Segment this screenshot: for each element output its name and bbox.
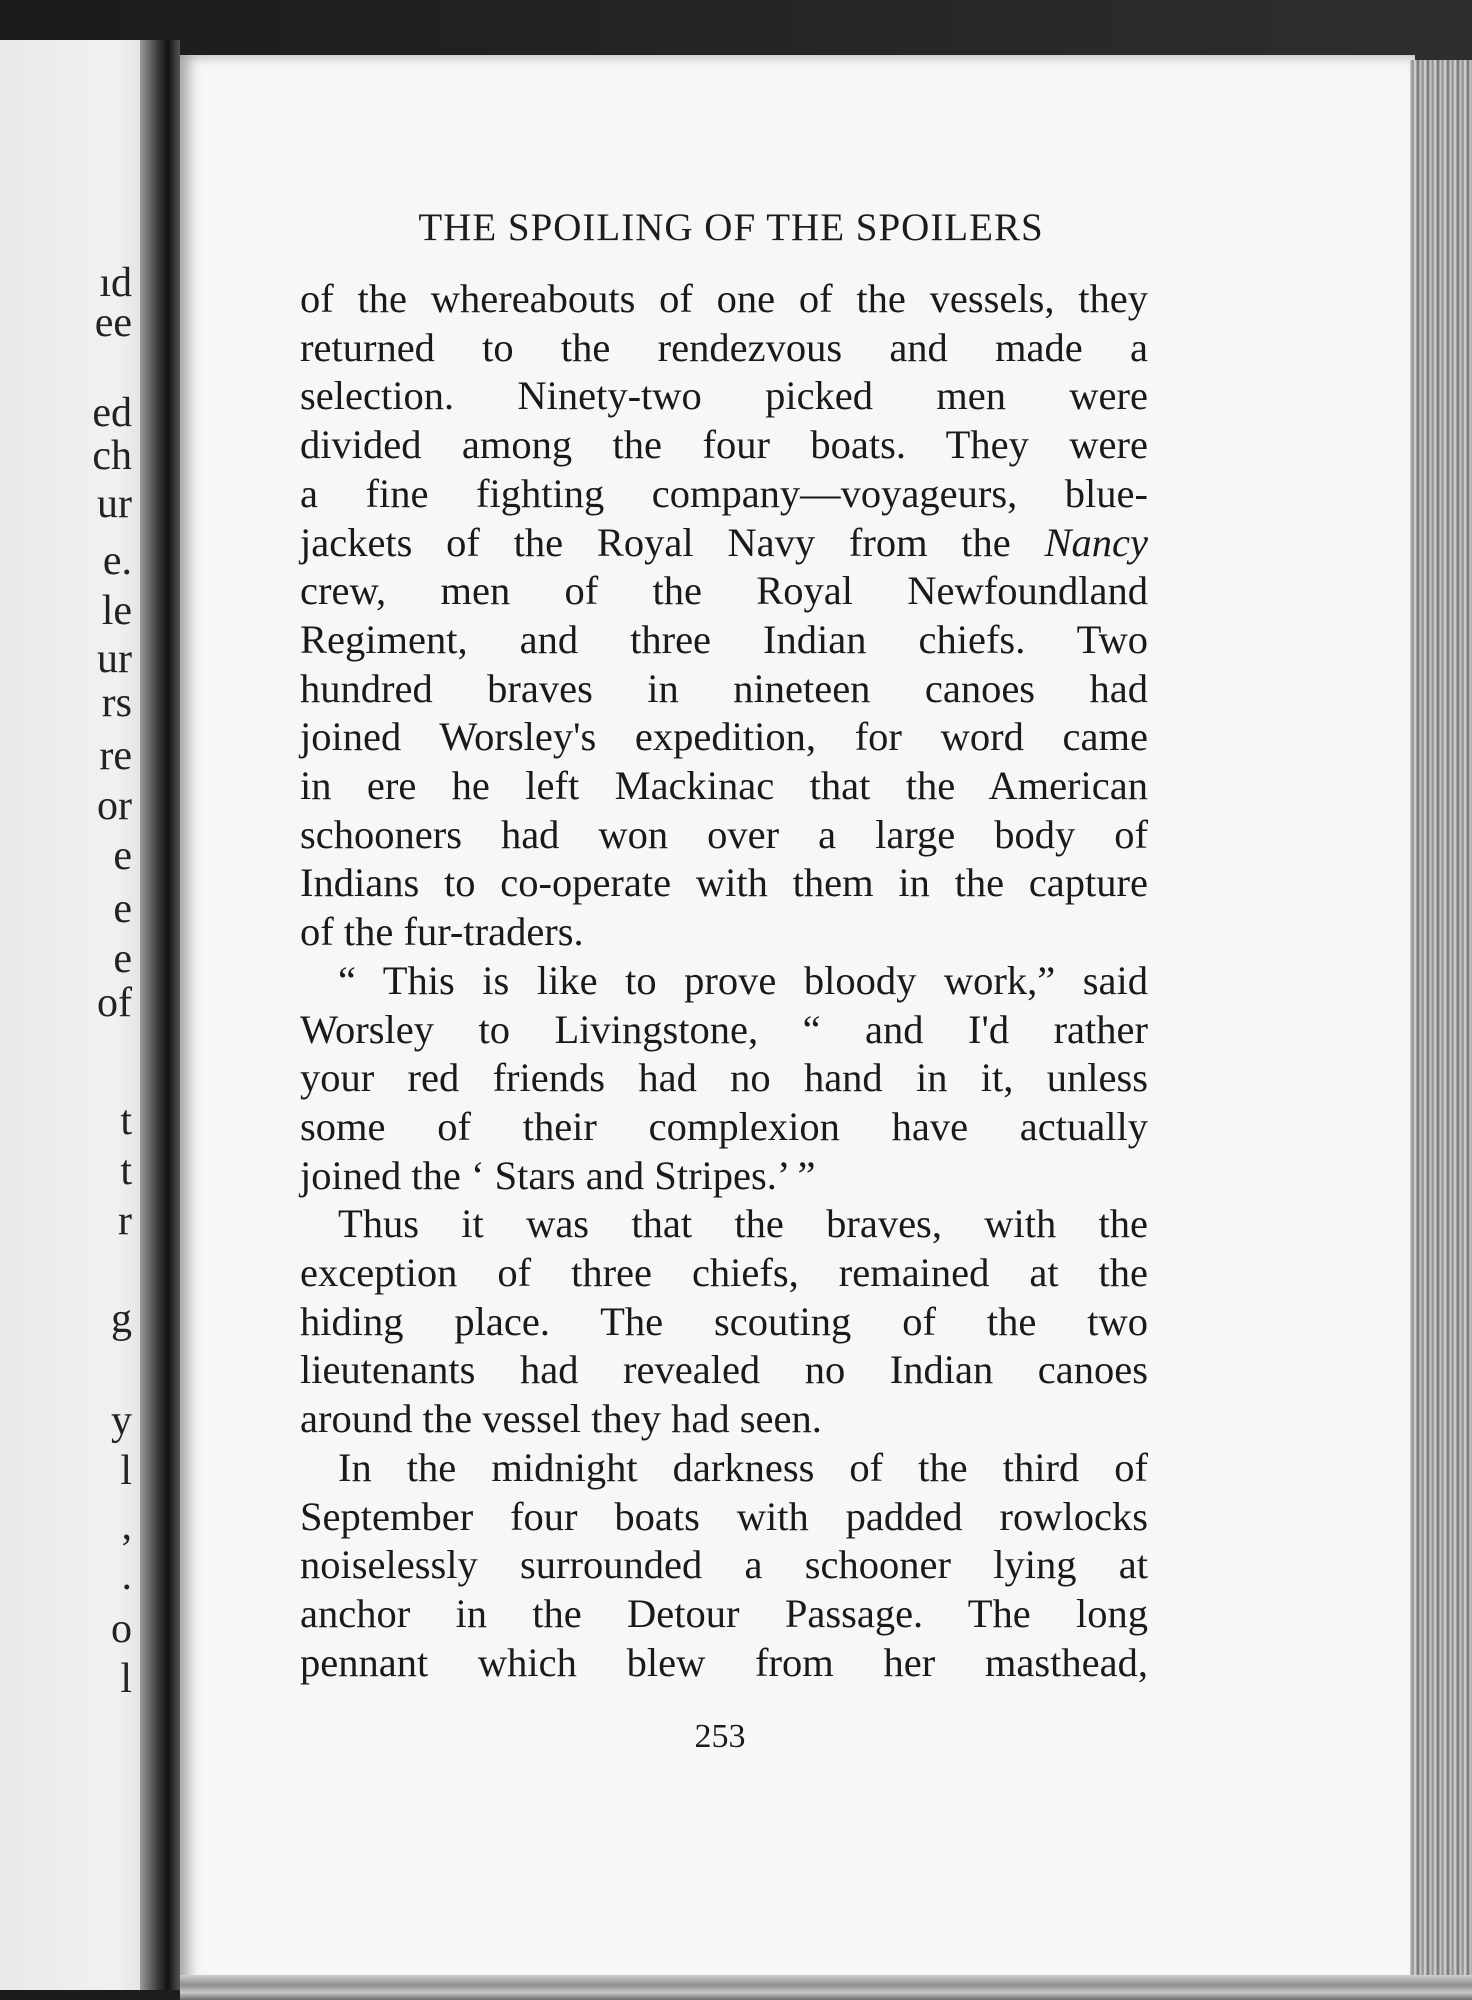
- left-fragment: .: [121, 1553, 132, 1599]
- left-fragment: l: [120, 1656, 132, 1702]
- text-line: joined the ‘ Stars and Stripes.’ ”: [300, 1152, 816, 1198]
- left-fragment: re: [99, 733, 132, 779]
- left-fragment: le: [101, 588, 132, 634]
- page-number: 253: [694, 1718, 746, 1755]
- text-line: September four boats with padded rowlocks: [300, 1493, 1148, 1539]
- page-edge-stack: [1410, 60, 1472, 1990]
- text-line: some of their complexion have actually: [300, 1103, 1148, 1149]
- left-fragment: e.: [102, 538, 132, 584]
- text-line: lieutenants had revealed no Indian canoes: [300, 1347, 1148, 1393]
- text-segment: jackets of the Royal Navy from the: [300, 519, 1045, 565]
- text-line: pennant which blew from her masthead,: [300, 1639, 1148, 1685]
- left-fragment: g: [111, 1296, 132, 1342]
- text-line: returned to the rendezvous and made a: [300, 324, 1148, 370]
- running-head: THE SPOILING OF THE SPOILERS: [418, 206, 1044, 249]
- left-fragment: t: [120, 1098, 132, 1144]
- left-fragment: r: [118, 1198, 132, 1244]
- left-fragment: o: [111, 1606, 132, 1652]
- text-line: divided among the four boats. They were: [300, 422, 1148, 468]
- text-line: “ This is like to prove bloody work,” said: [338, 957, 1148, 1003]
- text-line: of the whereabouts of one of the vessels, they: [300, 276, 1148, 321]
- text-line: In the midnight darkness of the third of: [338, 1444, 1148, 1490]
- text-line: Worsley to Livingstone, “ and I'd rather: [300, 1006, 1148, 1052]
- left-fragment: ch: [92, 433, 132, 479]
- text-line: noiselessly surrounded a schooner lying at: [300, 1542, 1148, 1588]
- left-fragment: rs: [101, 680, 132, 726]
- left-fragment: ee: [94, 300, 132, 346]
- left-fragment: e: [113, 833, 132, 879]
- text-line: of the fur-traders.: [300, 909, 584, 955]
- text-line: joined Worsley's expedition, for word came: [300, 714, 1148, 760]
- text-line: hundred braves in nineteen canoes had: [300, 665, 1148, 711]
- left-fragment: l: [120, 1448, 132, 1494]
- text-line-with-italic: [300, 519, 1148, 568]
- left-fragment: ur: [97, 636, 132, 682]
- text-line: Regiment, and three Indian chiefs. Two: [300, 616, 1148, 662]
- left-fragment: e: [113, 936, 132, 982]
- left-fragment: of: [97, 980, 132, 1026]
- text-line: exception of three chiefs, remained at the: [300, 1250, 1148, 1296]
- text-line: crew, men of the Royal Newfoundland: [300, 568, 1148, 614]
- left-fragment: ur: [97, 481, 132, 527]
- text-line: schooners had won over a large body of: [300, 811, 1148, 857]
- book-gutter: [140, 40, 180, 1990]
- page-bottom-edge: [180, 1975, 1472, 2000]
- left-fragment: e: [113, 886, 132, 932]
- text-line: Indians to co-operate with them in the capture: [300, 860, 1148, 906]
- body-text: [300, 275, 1148, 1687]
- text-line: hiding place. The scouting of the two: [300, 1298, 1148, 1344]
- text-line: Thus it was that the braves, with the: [338, 1201, 1148, 1247]
- text-line: in ere he left Mackinac that the American: [300, 763, 1148, 809]
- text-line: anchor in the Detour Passage. The long: [300, 1590, 1148, 1636]
- left-fragment: or: [97, 783, 132, 829]
- ship-name-italic: Nancy: [1044, 519, 1148, 565]
- left-fragment: y: [111, 1398, 132, 1444]
- text-line: around the vessel they had seen.: [300, 1396, 822, 1442]
- left-fragment: ed: [92, 390, 132, 436]
- left-fragment: ıd: [99, 260, 132, 306]
- text-line: selection. Ninety-two picked men were: [300, 373, 1148, 419]
- text-line: your red friends had no hand in it, unless: [300, 1055, 1148, 1101]
- left-fragment: ,: [121, 1503, 132, 1549]
- text-line: a fine fighting company—voyageurs, blue-: [300, 470, 1148, 516]
- left-fragment: t: [120, 1148, 132, 1194]
